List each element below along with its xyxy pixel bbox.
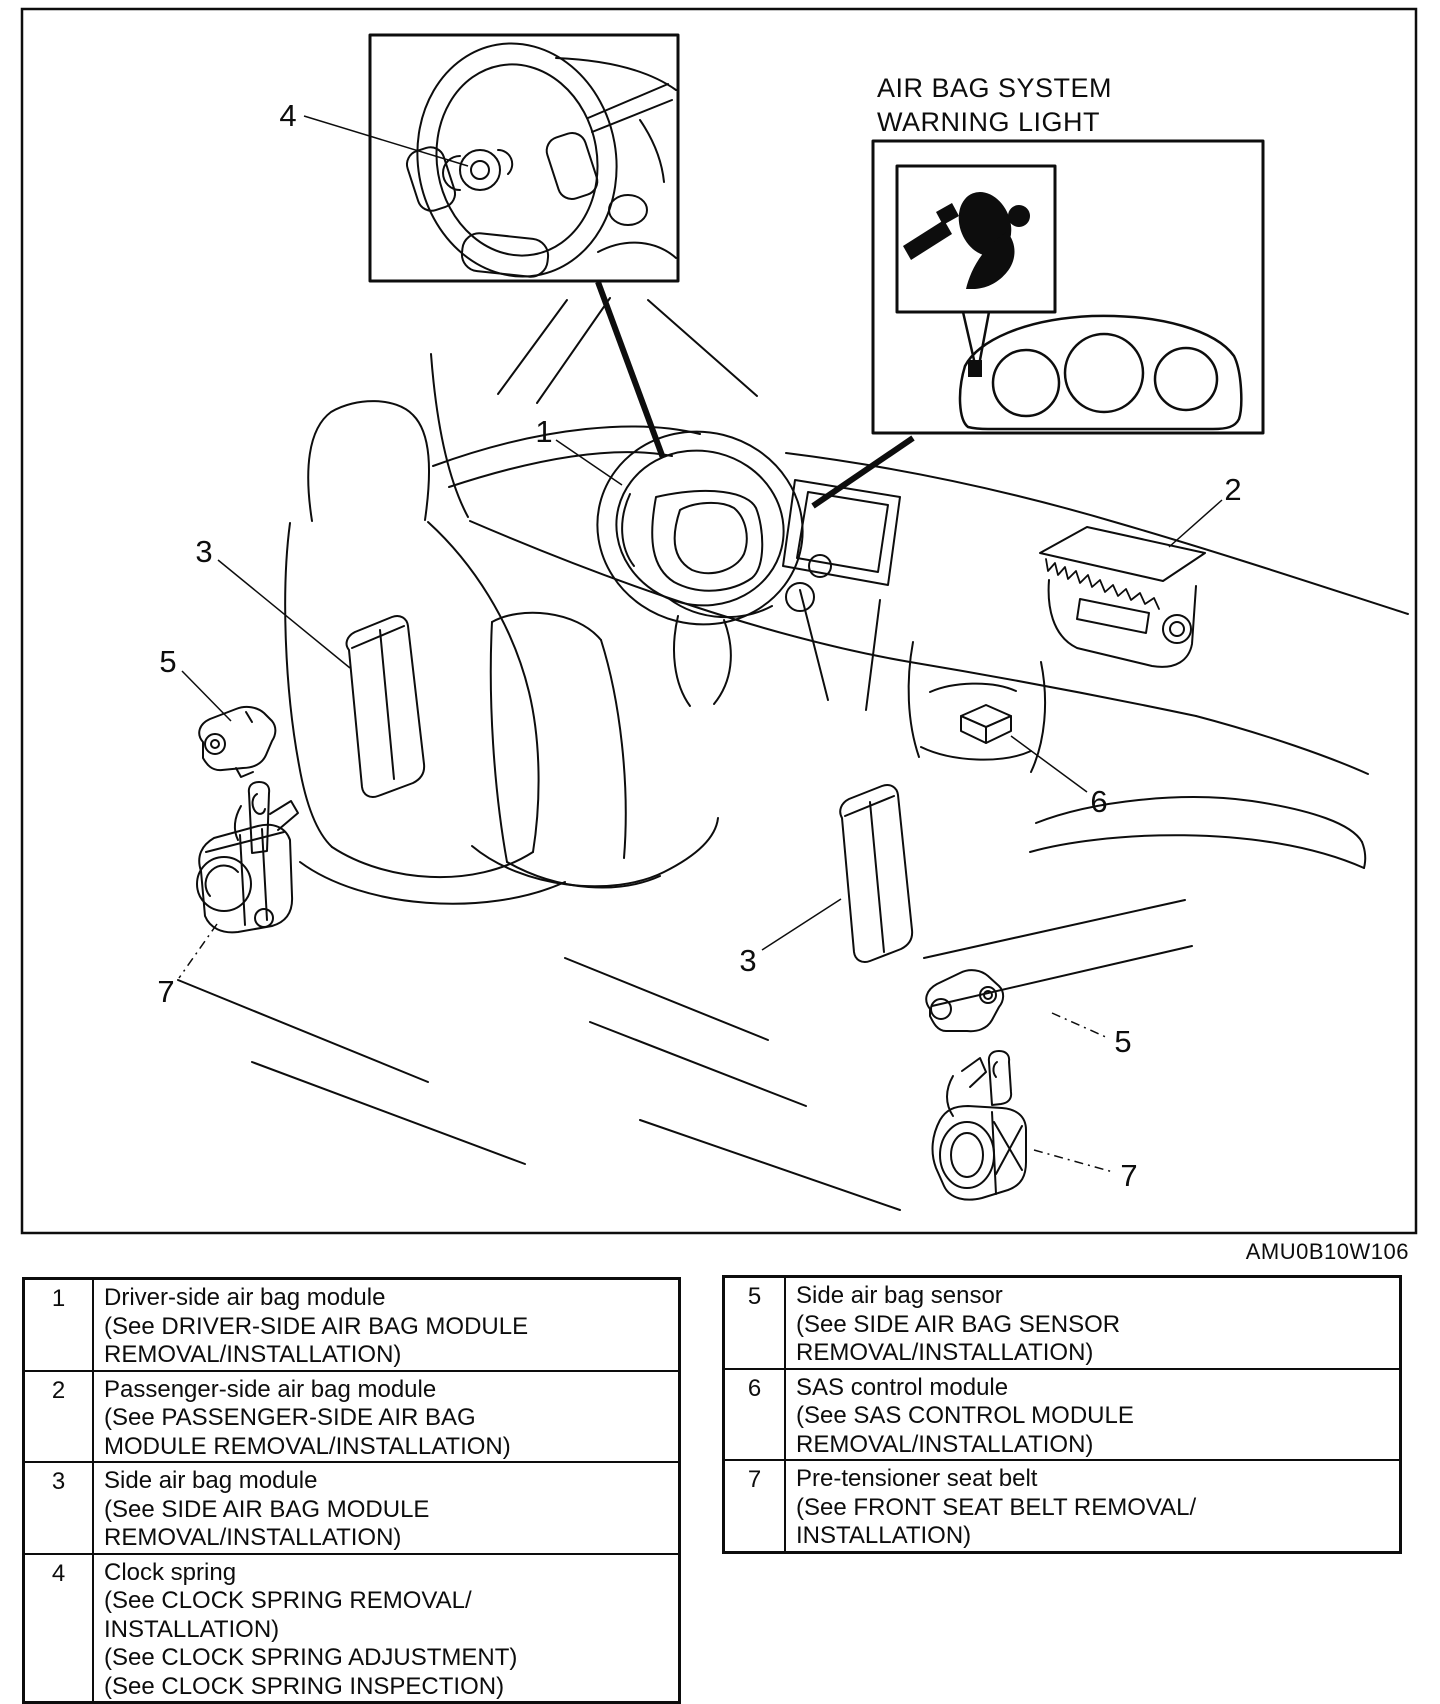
steering-wheel-inset bbox=[370, 28, 678, 293]
legend-item-number: 7 bbox=[724, 1460, 786, 1552]
legend-line: (See CLOCK SPRING REMOVAL/ bbox=[104, 1587, 472, 1614]
legend-table-left bbox=[22, 1277, 681, 1704]
legend-line: Side air bag sensor bbox=[796, 1282, 1003, 1309]
interior-scene bbox=[178, 298, 1408, 1210]
pretensioner-left-drawing bbox=[197, 782, 298, 932]
leader-line-passenger-airbag bbox=[1169, 500, 1222, 547]
leader-line-side-airbag-left bbox=[218, 560, 350, 668]
legend-line: Side air bag module bbox=[104, 1467, 318, 1494]
legend-row-side-sensor bbox=[724, 1277, 1401, 1369]
driver-airbag-module-drawing bbox=[577, 410, 823, 706]
legend-line: SAS control module bbox=[796, 1373, 1009, 1401]
legend-line: Driver-side air bag module bbox=[104, 1284, 386, 1311]
legend-line: (See FRONT SEAT BELT REMOVAL/ bbox=[796, 1493, 1197, 1521]
legend-line: (See CLOCK SPRING INSPECTION) bbox=[104, 1672, 505, 1700]
legend-row-side-airbag bbox=[24, 1462, 680, 1554]
legend-item-number: 4 bbox=[24, 1554, 94, 1703]
side-airbag-sensor-right-drawing bbox=[926, 970, 1003, 1031]
leader-line-sas-module bbox=[1011, 736, 1087, 792]
legend-line: REMOVAL/INSTALLATION) bbox=[796, 1430, 1094, 1458]
passenger-airbag-module-drawing bbox=[1040, 527, 1205, 667]
legend-line: INSTALLATION) bbox=[796, 1522, 972, 1549]
callout-side-sensor-left: 5 bbox=[159, 644, 177, 679]
legend-line: (See SIDE AIR BAG SENSOR bbox=[796, 1310, 1121, 1338]
warning-light-inset bbox=[873, 141, 1263, 433]
legend-item-number: 3 bbox=[24, 1462, 94, 1554]
legend-item-number: 6 bbox=[724, 1369, 786, 1461]
callout-leaders bbox=[179, 440, 1222, 1172]
legend-line: REMOVAL/INSTALLATION) bbox=[796, 1339, 1094, 1366]
leader-line-side-sensor-left bbox=[182, 671, 231, 721]
passenger-seat-drawing bbox=[472, 613, 718, 888]
legend-row-sas-module bbox=[724, 1369, 1401, 1461]
airbag-warning-icon bbox=[903, 184, 1030, 289]
clock-spring-part bbox=[460, 150, 500, 190]
side-airbag-sensor-left-drawing bbox=[199, 707, 275, 777]
legend-line: Passenger-side air bag module bbox=[104, 1375, 437, 1403]
leader-line-driver-airbag bbox=[556, 440, 622, 485]
legend-row-passenger-airbag bbox=[24, 1371, 680, 1463]
figure-border bbox=[22, 9, 1416, 1233]
inset-box bbox=[370, 35, 678, 281]
legend-table-right bbox=[722, 1275, 1402, 1554]
leader-line-pretensioner-right bbox=[1034, 1150, 1113, 1172]
legend-line: Pre-tensioner seat belt bbox=[796, 1465, 1038, 1492]
callout-side-airbag-right: 3 bbox=[739, 943, 757, 978]
callout-sas-module: 6 bbox=[1090, 784, 1108, 819]
legend-line: (See CLOCK SPRING ADJUSTMENT) bbox=[104, 1644, 518, 1671]
legend-item-number: 1 bbox=[24, 1279, 94, 1371]
leader-line-side-sensor-right bbox=[1052, 1013, 1108, 1038]
callout-side-sensor-right: 5 bbox=[1114, 1024, 1132, 1059]
legend-line: (See SIDE AIR BAG MODULE bbox=[104, 1495, 430, 1523]
leader-line-pretensioner-left bbox=[179, 924, 217, 978]
legend-line: INSTALLATION) bbox=[104, 1615, 280, 1643]
callout-driver-airbag: 1 bbox=[535, 414, 553, 449]
warning-light-label-line2: WARNING LIGHT bbox=[877, 107, 1101, 137]
warning-light-label-line1: AIR BAG SYSTEM bbox=[877, 73, 1113, 103]
sas-control-module-drawing bbox=[961, 705, 1011, 743]
legend-line: (See SAS CONTROL MODULE bbox=[796, 1402, 1134, 1429]
legend-line: REMOVAL/INSTALLATION) bbox=[104, 1341, 402, 1368]
inset-pointer-line-left bbox=[598, 282, 663, 458]
legend-row-driver-airbag bbox=[24, 1279, 680, 1371]
side-airbag-module-right-drawing bbox=[840, 785, 912, 962]
callout-side-airbag-left: 3 bbox=[195, 534, 213, 569]
driver-seat-drawing bbox=[285, 401, 565, 904]
callout-passenger-airbag: 2 bbox=[1224, 472, 1242, 507]
legend-row-pretensioner bbox=[724, 1460, 1401, 1552]
callout-pretensioner-left: 7 bbox=[157, 974, 175, 1009]
legend-line: MODULE REMOVAL/INSTALLATION) bbox=[104, 1432, 511, 1460]
legend-item-number: 2 bbox=[24, 1371, 94, 1463]
callout-pretensioner-right: 7 bbox=[1120, 1158, 1138, 1193]
pretensioner-right-drawing bbox=[933, 1051, 1026, 1200]
figure-id: AMU0B10W106 bbox=[1245, 1239, 1409, 1264]
legend-line: (See PASSENGER-SIDE AIR BAG bbox=[104, 1404, 476, 1431]
legend-line: REMOVAL/INSTALLATION) bbox=[104, 1524, 402, 1551]
legend-item-number: 5 bbox=[724, 1277, 786, 1369]
leader-line-side-airbag-right bbox=[762, 899, 841, 950]
legend-line: (See DRIVER-SIDE AIR BAG MODULE bbox=[104, 1312, 529, 1340]
warning-lamp-marker bbox=[968, 360, 982, 377]
side-airbag-module-left-drawing bbox=[347, 616, 425, 797]
inset-wheel-outer-rim bbox=[399, 28, 635, 293]
legend-row-clock-spring bbox=[24, 1554, 680, 1703]
callout-clock-spring: 4 bbox=[279, 98, 297, 133]
legend-line: Clock spring bbox=[104, 1558, 237, 1586]
leader-line-clock-spring bbox=[304, 116, 468, 166]
